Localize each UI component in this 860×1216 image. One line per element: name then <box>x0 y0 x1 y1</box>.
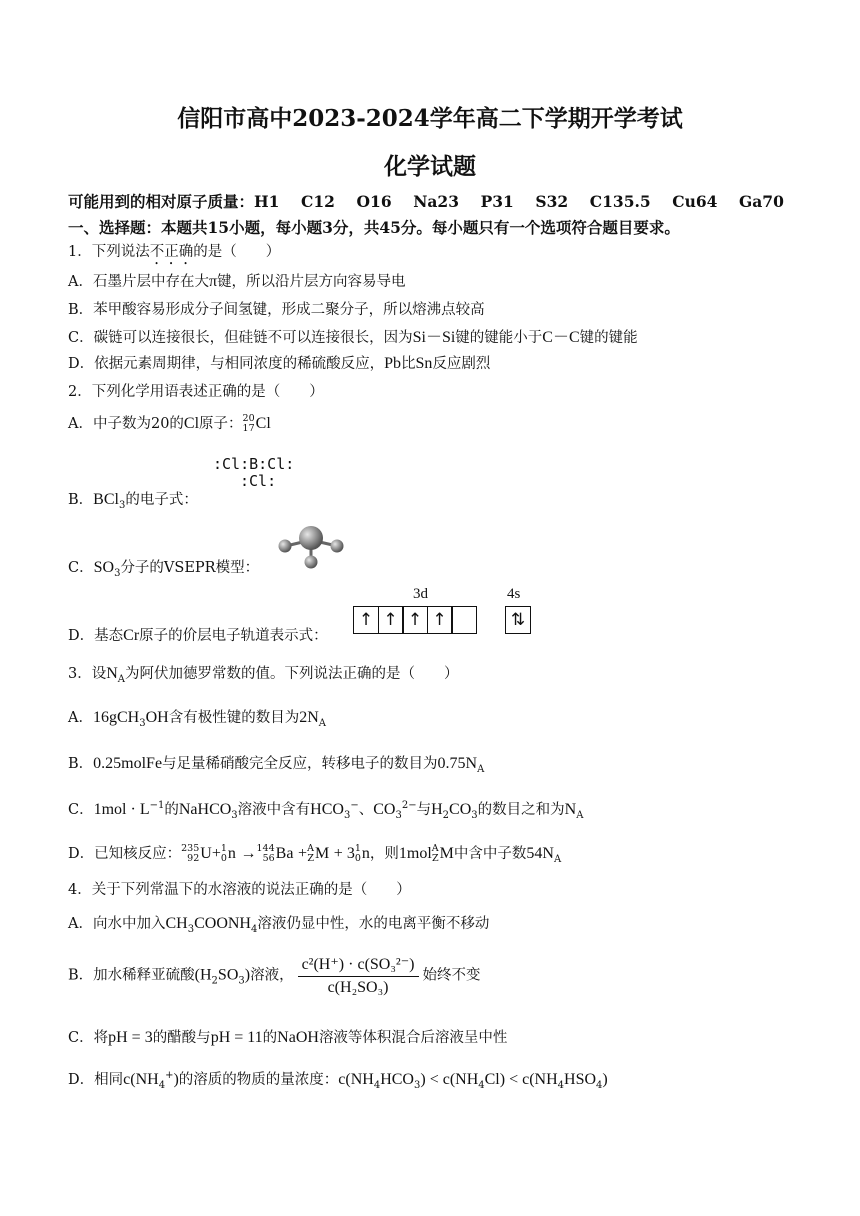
q4-option-b <box>68 954 481 997</box>
formula: BCl <box>93 491 119 508</box>
option-text: B．加水稀释亚硫酸 <box>68 967 195 984</box>
option-text: 含有极性键的数目为 <box>168 710 300 726</box>
formula: SO <box>217 966 239 984</box>
question-1-stem <box>68 240 280 268</box>
option-text: 原子： <box>199 416 243 432</box>
stem-text: 为阿伏加德罗常数的值。下列说法正确的是（ ） <box>125 666 459 682</box>
formula: c(NH <box>338 1071 374 1088</box>
option-text: D．相同 <box>68 1072 124 1088</box>
lewis-row: :Cl: <box>240 472 277 490</box>
subscript: 2 <box>211 975 218 987</box>
emphasis-text: 不正确 <box>149 244 194 260</box>
q3-option-c <box>68 798 583 821</box>
mass-item: S32 <box>535 192 569 211</box>
option-text: A．向水中加入 <box>68 916 166 932</box>
bcl3-lewis-structure <box>213 456 294 490</box>
formula: Sn <box>415 355 433 372</box>
superscript: + <box>165 1070 174 1082</box>
subscript: 3 <box>471 809 478 821</box>
subscript: 3 <box>238 975 245 987</box>
element-symbol: n <box>227 845 236 862</box>
subscript: A <box>576 809 584 821</box>
mass-number: 1 <box>220 843 227 854</box>
subscript: 3 <box>395 809 402 821</box>
isotope-notation <box>432 844 439 864</box>
q2-option-d <box>68 624 328 645</box>
subscript: 4 <box>373 1079 381 1091</box>
mass-item: C135.5 <box>589 192 651 211</box>
subscript: A <box>553 853 562 865</box>
subscript: 4 <box>158 1079 166 1091</box>
orbital-box-up: ↑ <box>378 606 404 634</box>
subscript: A <box>117 673 126 685</box>
option-text: 溶液仍显中性，水的电离平衡不移动 <box>257 916 490 932</box>
formula: COONH <box>194 915 251 932</box>
formula: HCO <box>310 801 344 818</box>
mass-item: Ga70 <box>739 192 784 211</box>
atomic-masses-line <box>68 190 784 212</box>
atomic-number: 0 <box>220 853 227 864</box>
subscript: 3 <box>343 809 351 821</box>
formula: Pb <box>384 355 402 372</box>
mass-item: O16 <box>356 192 392 211</box>
atomic-number: 56 <box>262 853 275 864</box>
formula: pH = 3 <box>108 1029 153 1046</box>
option-text: B． <box>68 492 94 508</box>
q3-option-d <box>68 842 561 865</box>
element-symbol: n <box>361 845 370 862</box>
option-text: 的醋酸与 <box>152 1030 211 1046</box>
option-text: D．基态 <box>68 628 124 644</box>
subscript: 3 <box>118 499 126 511</box>
mass-item: C12 <box>301 192 335 211</box>
element-symbol: M <box>439 845 454 862</box>
option-text: 的数目之和为 <box>477 802 565 818</box>
element-symbol: Cl <box>255 415 271 432</box>
isotope-notation <box>243 414 255 434</box>
question-4-stem: 4．关于下列常温下的水溶液的说法正确的是（ ） <box>68 882 411 898</box>
question-3-stem <box>68 662 459 685</box>
orbital-label-4s: 4s <box>507 586 521 602</box>
element-symbol: Ba <box>275 845 294 862</box>
q2-option-b <box>68 488 198 511</box>
formula: pH = 11 <box>210 1029 263 1046</box>
orbital-label-3d: 3d <box>413 586 428 602</box>
formula: c(NH <box>123 1071 159 1088</box>
formula: OH <box>145 709 169 726</box>
formula: N <box>564 801 577 818</box>
option-text: 的溶质的物质的量浓度： <box>178 1072 339 1088</box>
formula: π <box>208 273 218 290</box>
subscript: 3 <box>231 809 238 821</box>
option-text: C．碳链可以连接很长，但硅链不可以连接很长，因为 <box>68 330 413 346</box>
formula: 0.25molFe <box>93 755 163 772</box>
formula: (H <box>194 966 212 984</box>
formula: CO <box>449 801 472 818</box>
subscript: 3 <box>187 923 195 935</box>
superscript: 2− <box>401 800 417 812</box>
mass-item: P31 <box>480 192 514 211</box>
formula: 1mol <box>398 845 432 862</box>
operator: + <box>211 845 221 862</box>
page-title: 信阳市高中2023-2024学年高二下学期开学考试 <box>177 105 683 132</box>
atomic-number: Z <box>432 853 439 864</box>
subscript: 3 <box>413 1079 421 1091</box>
formula: Si－Si <box>412 329 456 346</box>
superscript: − <box>350 800 359 812</box>
option-text: 溶液中含有 <box>237 802 311 818</box>
option-text: ，则 <box>369 846 399 862</box>
question-2-stem: 2．下列化学用语表述正确的是（ ） <box>68 384 324 400</box>
q2-option-c <box>68 556 259 579</box>
option-text: 、 <box>358 802 374 818</box>
option-text: C． <box>68 802 94 818</box>
mass-number: A <box>431 843 439 854</box>
fraction <box>298 954 419 997</box>
option-text: A．中子数为20的 <box>68 416 184 432</box>
option-text: 的电子式： <box>125 492 198 508</box>
subscript: 3 <box>114 567 121 579</box>
q4-option-d <box>68 1068 608 1091</box>
mass-item: H1 <box>254 192 280 211</box>
option-text: 中含中子数 <box>453 846 527 862</box>
formula: ) <box>244 966 251 984</box>
formula: H <box>431 801 443 818</box>
atomic-number: 92 <box>187 853 200 864</box>
subscript: 4 <box>596 1079 603 1091</box>
subscript: 4 <box>557 1079 565 1091</box>
option-text: A． <box>68 710 93 726</box>
q1-option-a <box>68 270 406 291</box>
atomic-number: 17 <box>242 423 255 434</box>
mass-item: Na23 <box>413 192 459 211</box>
atomic-number: 0 <box>354 853 361 864</box>
element-symbol: M <box>314 845 330 862</box>
q1-option-d <box>68 352 490 373</box>
formula: Cl <box>183 415 200 432</box>
formula: 2N <box>299 709 319 726</box>
option-text: C．将 <box>68 1030 109 1046</box>
formula: CH <box>165 915 188 932</box>
q3-option-a <box>68 706 326 729</box>
subscript: 3 <box>139 717 146 729</box>
operator: + <box>298 845 308 862</box>
formula: 1mol · L <box>93 801 150 818</box>
isotope-notation <box>181 844 199 864</box>
formula: 54N <box>526 845 554 862</box>
mass-number: 235 <box>181 843 200 854</box>
formula: ) <box>173 1071 179 1088</box>
isotope-notation <box>221 844 227 864</box>
isotope-notation <box>307 844 314 864</box>
option-text: D．已知核反应： <box>68 846 182 862</box>
isotope-notation <box>355 844 361 864</box>
mass-number: A <box>307 843 314 854</box>
option-text: B． <box>68 756 94 772</box>
orbital-3d-boxes <box>353 606 477 634</box>
option-text: 与 <box>416 802 432 818</box>
atomic-number: Z <box>307 853 314 864</box>
mass-item: Cu64 <box>672 192 718 211</box>
q1-option-c <box>68 324 638 347</box>
option-text: C． <box>68 560 94 576</box>
formula: 16gCH <box>92 709 140 726</box>
formula: CO <box>373 801 396 818</box>
option-text: 键的键能小于 <box>455 330 543 346</box>
option-text: 始终不变 <box>422 967 481 984</box>
formula: C－C <box>542 329 580 346</box>
option-text: 的 <box>164 802 179 818</box>
option-text: 的 <box>262 1030 278 1046</box>
fraction-denominator: c(H₂SO₃) <box>327 979 389 996</box>
q2-option-a <box>68 412 271 434</box>
orbital-box-up: ↑ <box>402 606 428 634</box>
subscript: 4 <box>478 1079 485 1091</box>
option-text: 原子的价层电子轨道表示式： <box>139 628 328 644</box>
option-text: 键，所以沿片层方向容易导电 <box>217 274 406 290</box>
formula: ) <box>602 1071 608 1088</box>
superscript: −1 <box>149 800 165 812</box>
formula: HSO <box>564 1071 597 1088</box>
formula: NaHCO <box>178 801 232 818</box>
q3-option-b <box>68 752 484 775</box>
lewis-row: :Cl:B:Cl: <box>213 455 295 473</box>
formula: Cr <box>123 627 140 644</box>
q4-option-a <box>68 912 489 935</box>
stem-text: 1．下列说法 <box>68 244 150 260</box>
formula: HCO <box>380 1071 414 1088</box>
option-text: 反应剧烈 <box>432 356 491 372</box>
orbital-4s-box <box>505 606 531 634</box>
option-text: D．依据元素周期律，与相同浓度的稀硫酸反应， <box>68 356 385 372</box>
subscript: 4 <box>250 923 258 935</box>
reaction-arrow: → <box>240 845 257 862</box>
q4-option-c <box>68 1026 507 1047</box>
option-text: 键的键能 <box>579 330 638 346</box>
mass-number: 1 <box>354 843 361 854</box>
orbital-box-up: ↑ <box>427 606 453 634</box>
option-text: A．石墨片层中存在大 <box>68 274 209 290</box>
formula: SO <box>93 559 115 576</box>
subscript: A <box>318 717 326 729</box>
section-heading: 一、选择题：本题共15小题，每小题3分，共45分。每小题只有一个选项符合题目要求。 <box>68 218 680 237</box>
formula: N <box>106 665 118 682</box>
option-text: 溶液， <box>250 967 294 984</box>
mass-number: 20 <box>242 413 255 424</box>
formula: Cl) < c(NH <box>484 1071 558 1088</box>
element-symbol: U <box>200 845 212 862</box>
orbital-box-up: ↑ <box>353 606 379 634</box>
orbital-box-empty <box>451 606 477 634</box>
stem-text: 3．设 <box>68 666 107 682</box>
vsepr-model-diagram <box>274 520 348 572</box>
mass-number: 144 <box>256 843 275 854</box>
atomic-masses-label: 可能用到的相对原子质量： <box>68 192 255 211</box>
orbital-box-paired: ⇅ <box>505 606 531 634</box>
formula: NaOH <box>277 1029 319 1046</box>
fraction-numerator: c²(H⁺) · c(SO₃²⁻) <box>298 954 419 977</box>
operator: + 3 <box>333 845 355 862</box>
option-text: 与足量稀硝酸完全反应，转移电子的数目为 <box>162 756 438 772</box>
option-text: 比 <box>401 356 416 372</box>
page-subtitle: 化学试题 <box>384 153 476 180</box>
option-text: 分子的VSEPR模型： <box>120 560 260 576</box>
option-text: 溶液等体积混合后溶液呈中性 <box>318 1030 508 1046</box>
isotope-notation <box>257 844 275 864</box>
subscript: A <box>477 763 485 775</box>
q1-option-b: B．苯甲酸容易形成分子间氢键，形成二聚分子，所以熔沸点较高 <box>68 302 485 318</box>
subscript: 2 <box>442 809 450 821</box>
stem-text: 的是（ ） <box>193 244 281 260</box>
formula: ) < c(NH <box>420 1071 479 1088</box>
formula: 0.75N <box>437 755 478 772</box>
